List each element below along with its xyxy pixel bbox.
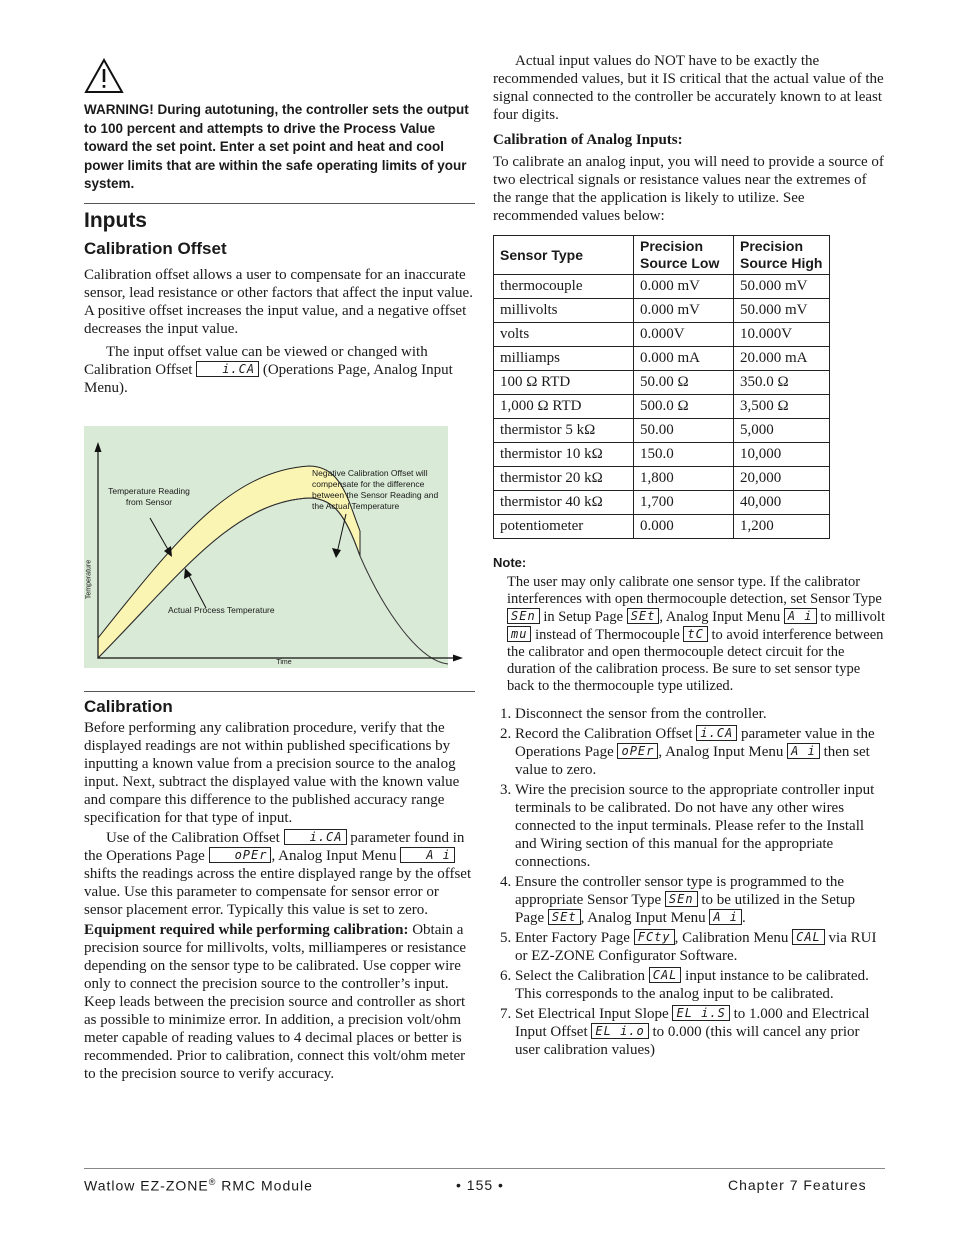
lcd-analog-input: A i <box>787 743 820 759</box>
list-item: 7. Set Electrical Input Slope EL i.S to 1.000 and Electrical Input Offset EL i.o to 0.000 (this will cancel any prior user calibration values) <box>515 1005 885 1059</box>
lcd-millivolt: mu <box>507 626 531 642</box>
lcd-sensor-type: SEn <box>665 891 698 907</box>
calibration-paragraph-1: Before performing any calibration procedure, verify that the displayed readings are not within published specifications by inputting a known value from a precision source to the analog input. Next, subtract the displayed value with the known value and compare this difference to the published accuracy range specification for that type of input. <box>84 720 460 826</box>
cal-offset-paragraph-1: Calibration offset allows a user to compensate for an inaccurate sensor, lead resistance or other factors that affect the input value. A positive offset increases the input value, and a negative offset decreases the input value. <box>84 267 473 337</box>
lcd-operations-page: oPEr <box>617 743 658 759</box>
lcd-analog-input: A i <box>784 608 817 624</box>
inputs-heading: Inputs <box>84 209 147 232</box>
table-row: thermistor 10 kΩ 150.0 10,000 <box>494 443 830 467</box>
lcd-input-offset: EL i.o <box>591 1023 648 1039</box>
lcd-analog-input: A i <box>709 909 742 925</box>
warning-icon <box>84 58 124 94</box>
warning-text: WARNING! During autotuning, the controller sets the output to 100 percent and attempts to drive the Process Value toward the set point. Enter a set point and heat and cool power limits that are within the safe operating limits of your system. <box>84 102 469 191</box>
cal-offset-paragraph-2: The input offset value can be viewed or changed with Calibration Offset i.CA (Operations Page, Analog Input Menu). <box>84 344 453 396</box>
lcd-calibration-offset: i.CA <box>696 725 737 741</box>
table-header: Sensor Type <box>494 236 634 275</box>
calibration-steps <box>493 705 885 1059</box>
list-item: 5. Enter Factory Page FCty , Calibration Menu CAL via RUI or EZ-ZONE Configurator Software. <box>515 929 885 965</box>
note-text: The user may only calibrate one sensor type. If the calibrator interferences with open thermocouple detection, set Sensor Type SEn in Setup Page SEt , Analog Input Menu A i to millivolt mu instead of Thermocouple tC to avoid interference between the calibrator and open thermocouple detect circuit for the duration of the calibration process. Be sure to set sensor type back to the thermocouple type utilized. <box>507 574 885 694</box>
table-header: Precision Source Low <box>634 236 734 275</box>
calibration-paragraph-2: Use of the Calibration Offset i.CA parameter found in the Operations Page oPEr , Analog Input Menu A i shifts the readings across the entire displayed range by the offset value. Use this parameter to compensate for sensor error or sensor placement error. Typically this value is set to zero. <box>84 830 472 918</box>
calibration-offset-heading: Calibration Offset <box>84 239 227 258</box>
footer-page-number: • 155 • <box>456 1177 504 1193</box>
calibration-heading: Calibration <box>84 697 173 716</box>
chart-x-label: Time <box>276 659 292 666</box>
analog-inputs-paragraph: To calibrate an analog input, you will need to provide a source of two electrical signals or resistance values near the extremes of the range that the application is likely to utilize. See recommended values below: <box>493 154 884 224</box>
list-item: 6. Select the Calibration CAL input instance to be calibrated. This corresponds to the analog input to be calibrated. <box>515 967 885 1003</box>
label-sensor-reading: Temperature Reading from Sensor <box>108 486 190 507</box>
lcd-calibration-offset: i.CA <box>196 361 259 377</box>
analog-inputs-heading: Calibration of Analog Inputs: <box>493 132 683 148</box>
lcd-analog-input: A i <box>400 847 455 863</box>
table-row: potentiometer 0.000 1,200 <box>494 515 830 539</box>
list-item: 3. Wire the precision source to the appropriate controller input terminals to be calibrated. Do not have any other wires connected to the input terminals. Please refer to the Install and Wiring section of this manual for the appropriate connections. <box>515 781 885 871</box>
label-actual-temperature: Actual Process Temperature <box>168 605 275 615</box>
table-header: Precision Source High <box>734 236 830 275</box>
list-item: 4. Ensure the controller sensor type is programmed to the appropriate Sensor Type SEn to be utilized in the Setup Page SEt , Analog Input Menu A i . <box>515 873 885 927</box>
table-row: thermistor 5 kΩ 50.00 5,000 <box>494 419 830 443</box>
table-row: 1,000 Ω RTD 500.0 Ω 3,500 Ω <box>494 395 830 419</box>
lcd-thermocouple: tC <box>683 626 707 642</box>
equipment-paragraph: Equipment required while performing calibration: Obtain a precision source for millivolts, volts, milliamperes or resistance depending on the sensor type to be calibrated. Use copper wire only to connect the precision source to the controller’s input. Keep leads between the precision source and controller as short as possible to minimize error. In addition, a precision volt/ohm meter capable of reading values to 4 decimal places or better is recommended. Prior to calibration, connect this volt/ohm meter to the precision source to verify accuracy. <box>84 922 466 1082</box>
actual-values-paragraph: Actual input values do NOT have to be exactly the recommended values, but it IS critical that the actual value of the signal connected to the controller be accurately known to at least four digits. <box>493 53 884 123</box>
lcd-setup-page: SEt <box>627 608 660 624</box>
lcd-calibration: CAL <box>649 967 682 983</box>
list-item: 1. Disconnect the sensor from the controller. <box>515 705 885 723</box>
lcd-operations-page: oPEr <box>209 847 272 863</box>
table-row: volts 0.000V 10.000V <box>494 323 830 347</box>
sensor-table <box>493 235 830 539</box>
lcd-setup-page: SEt <box>548 909 581 925</box>
table-row: thermistor 40 kΩ 1,700 40,000 <box>494 491 830 515</box>
chart-y-label: Temperature <box>85 559 93 600</box>
footer-product: Watlow EZ-ZONE® RMC Module <box>84 1177 313 1194</box>
lcd-calibration-menu: CAL <box>792 929 825 945</box>
note-label: Note: <box>493 555 527 570</box>
footer-chapter: Chapter 7 Features <box>728 1177 867 1193</box>
offset-chart <box>84 426 464 670</box>
table-row: thermistor 20 kΩ 1,800 20,000 <box>494 467 830 491</box>
label-negative-offset: Negative Calibration Offset will compensate for the difference between the Sensor Reading and the Actual Temperature <box>312 468 439 511</box>
list-item: 2. Record the Calibration Offset i.CA parameter value in the Operations Page oPEr , Analog Input Menu A i then set value to zero. <box>515 725 885 779</box>
lcd-input-slope: EL i.S <box>672 1005 729 1021</box>
table-row: millivolts 0.000 mV 50.000 mV <box>494 299 830 323</box>
table-row: milliamps 0.000 mA 20.000 mA <box>494 347 830 371</box>
lcd-sensor-type: SEn <box>507 608 540 624</box>
table-row: 100 Ω RTD 50.00 Ω 350.0 Ω <box>494 371 830 395</box>
table-row: thermocouple 0.000 mV 50.000 mV <box>494 275 830 299</box>
lcd-factory-page: FCty <box>634 929 675 945</box>
lcd-calibration-offset: i.CA <box>284 829 347 845</box>
